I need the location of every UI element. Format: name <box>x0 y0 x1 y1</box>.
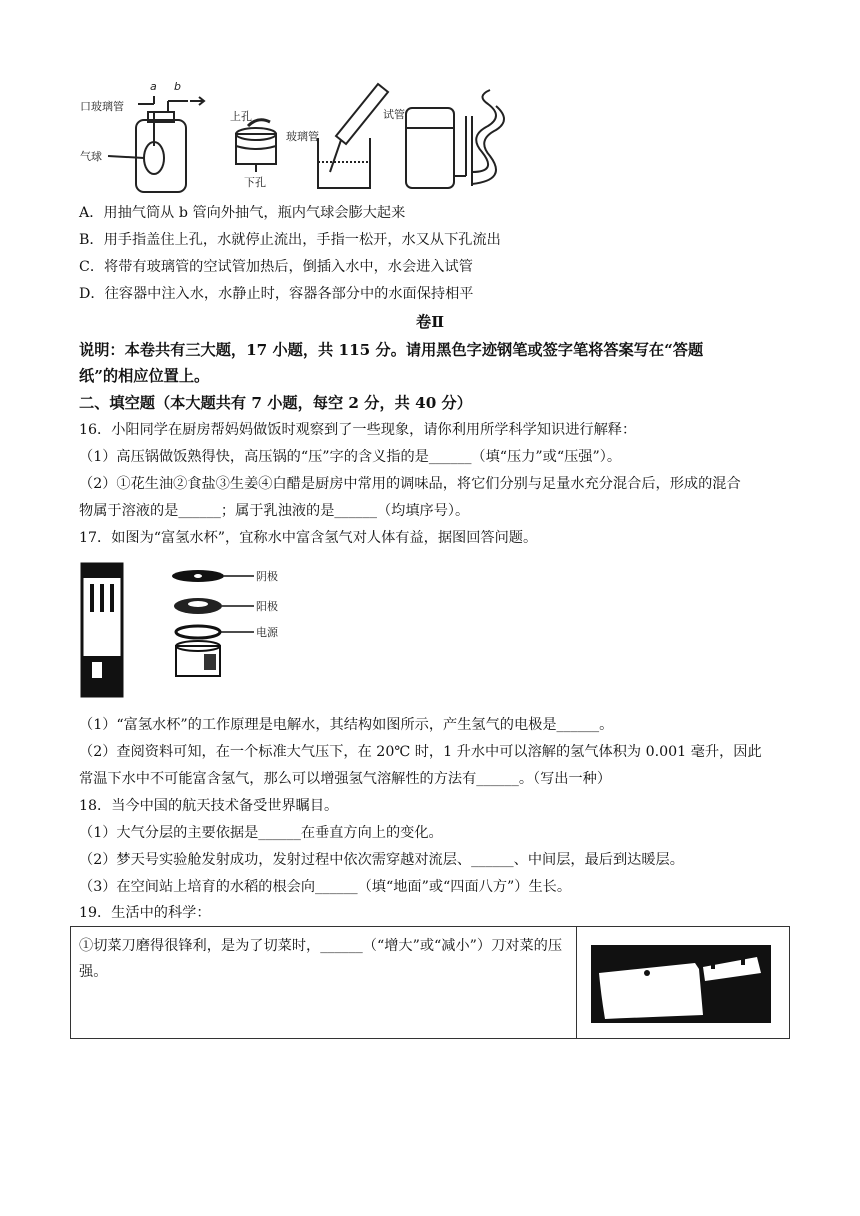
label-cathode: 阴极 <box>256 570 278 583</box>
label-b: b <box>174 80 181 93</box>
q16-part2b: 物属于溶液的是______；属于乳浊液的是______（均填序号）。 <box>79 503 470 519</box>
cup-drawing <box>82 564 122 696</box>
q18-stem: 18．当今中国的航天技术备受世界瞩目。 <box>79 798 339 814</box>
cleaver-knife-image <box>591 945 771 1023</box>
q18-part2: （2）梦天号实验舱发射成功，发射过程中依次需穿越对流层、______、中间层，最后到达暖层。 <box>79 852 684 868</box>
q19-cell-text: ①切菜刀磨得很锋利，是为了切菜时，______（“增大”或“减小”）刀对菜的压强。 <box>79 938 563 980</box>
test-tube-beaker-apparatus <box>318 84 388 188</box>
label-test-tube: 试管 <box>383 108 405 121</box>
q16-part1: （1）高压锅做饭熟得快，高压锅的“压”字的含义指的是______（填“压力”或“压强”）。 <box>79 449 622 465</box>
table-divider <box>576 927 577 1038</box>
q18-part3: （3）在空间站上培育的水稻的根会向______（填“地面”或“四面八方”）生长。 <box>79 879 572 895</box>
label-a: a <box>150 80 157 93</box>
electrode-parts <box>172 570 254 676</box>
q18-part1: （1）大气分层的主要依据是______在垂直方向上的变化。 <box>79 825 443 841</box>
q17-part2b: 常温下水中不可能富含氢气，那么可以增强氢气溶解性的方法有______。（写出一种） <box>79 771 612 787</box>
apparatus-figure <box>78 76 518 196</box>
hydrogen-cup-figure <box>78 562 338 702</box>
instructions-line-2: 纸”的相应位置上。 <box>79 367 210 385</box>
option-b: B．用手指盖住上孔，水就停止流出，手指一松开，水又从下孔流出 <box>79 232 501 248</box>
label-lower-hole: 下孔 <box>244 176 266 189</box>
q17-part1: （1）“富氢水杯”的工作原理是电解水，其结构如图所示，产生氢气的电极是______。 <box>79 717 614 733</box>
instructions-line-1: 说明：本卷共有三大题，17 小题，共 115 分。请用黑色字迹钢笔或签字笔将答案写在“答题 <box>79 341 704 359</box>
label-glass-tube-2: 玻璃管 <box>286 130 319 143</box>
part2-title: 二、填空题（本大题共有 7 小题，每空 2 分，共 40 分） <box>79 394 472 412</box>
label-glass-tube: 口玻璃管 <box>80 100 124 113</box>
section-title: 卷Ⅱ <box>416 313 444 331</box>
container-holes-apparatus <box>236 120 276 172</box>
label-balloon: 气球 <box>80 150 102 163</box>
q17-part2a: （2）查阅资料可知，在一个标准大气压下，在 20℃ 时，1 升水中可以溶解的氢气体积为 0.001 毫升，因此 <box>79 744 762 760</box>
q19-table <box>70 926 790 1039</box>
label-anode: 阳极 <box>256 600 278 613</box>
label-upper-hole: 上孔 <box>230 110 252 123</box>
q17-stem: 17．如图为“富氢水杯”，宜称水中富含氢气对人体有益，据图回答问题。 <box>79 530 538 546</box>
label-power: 电源 <box>256 626 278 639</box>
q16-stem: 16．小阳同学在厨房帮妈妈做饭时观察到了一些现象，请你利用所学科学知识进行解释： <box>79 422 637 438</box>
option-d: D．往容器中注入水，水静止时，容器各部分中的水面保持相平 <box>79 286 474 302</box>
option-a: A．用抽气筒从 b 管向外抽气，瓶内气球会膨大起来 <box>79 205 406 221</box>
q19-stem: 19．生活中的科学： <box>79 905 211 921</box>
q16-part2a: （2）①花生油②食盐③生姜④白醋是厨房中常用的调味品，将它们分别与足量水充分混合后，形成的混合 <box>79 476 741 492</box>
option-c: C．将带有玻璃管的空试管加热后，倒插入水中，水会进入试管 <box>79 259 473 275</box>
connected-vessels-apparatus <box>406 90 504 188</box>
